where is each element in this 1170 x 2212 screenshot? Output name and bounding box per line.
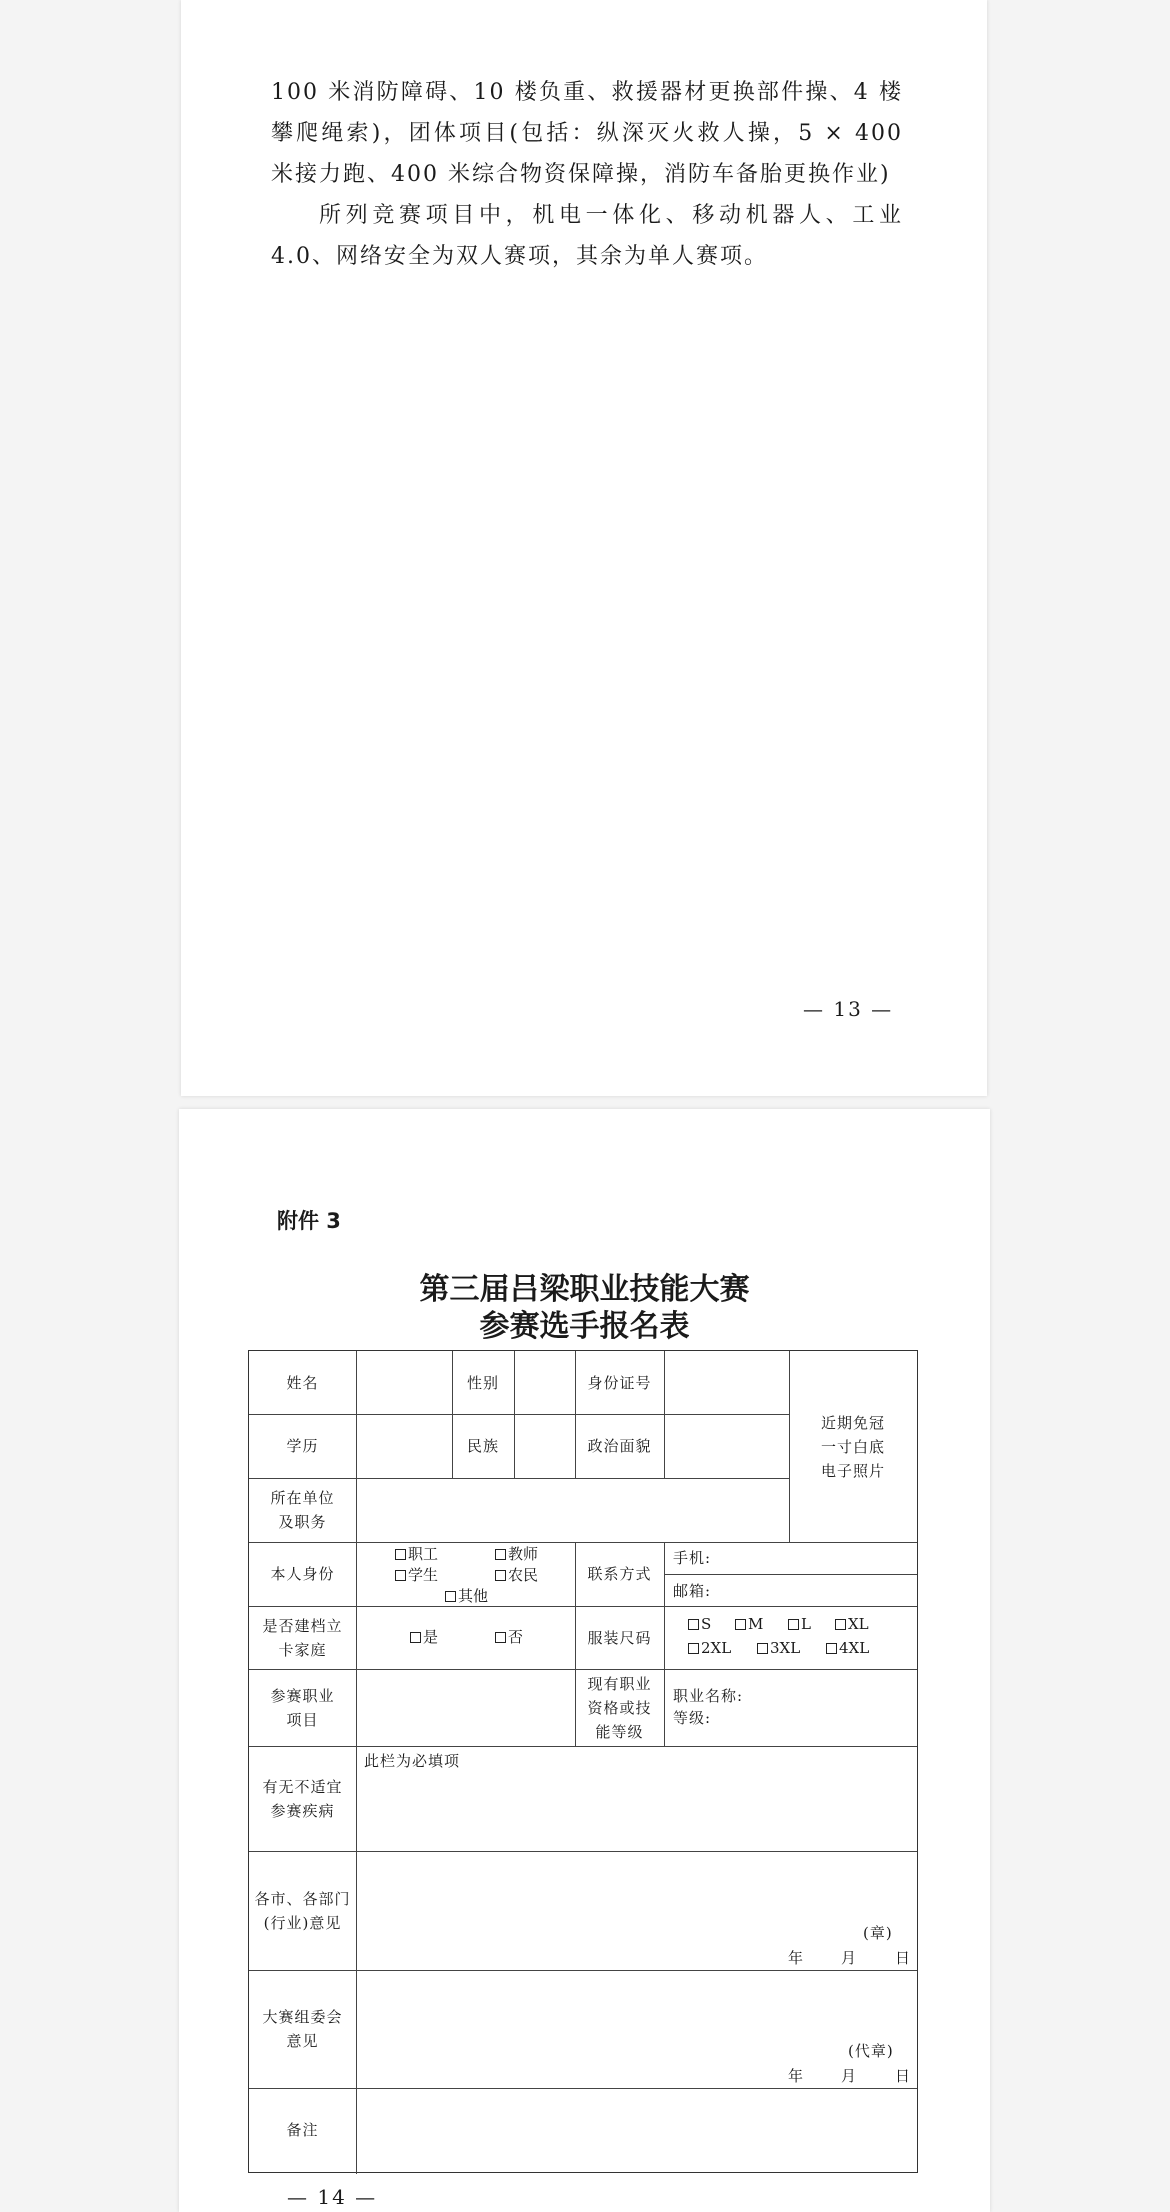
- label-employer-2: 及职务: [278, 1513, 327, 1531]
- document-page-13: [181, 0, 987, 1096]
- checkbox-icon: [410, 1632, 421, 1643]
- checkbox-icon: [735, 1619, 746, 1630]
- label-contact: 联系方式: [587, 1565, 652, 1583]
- paragraph-events: 100 米消防障碍、10 楼负重、救援器材更换部件操、4 楼攀爬绳索)，团体项目(包括：纵深灭火救人操，5 × 400 米接力跑、400 米综合物资保障操，消防车备胎更换作业): [271, 80, 903, 187]
- option-worker[interactable]: 职工: [395, 1543, 438, 1565]
- label-department-opinion: [249, 1851, 356, 1970]
- label-name: 姓名: [286, 1373, 319, 1392]
- form-title: 第三届吕梁职业技能大赛: [419, 1272, 750, 1307]
- photo-box: [789, 1351, 917, 1542]
- option-size-m[interactable]: M: [735, 1613, 763, 1635]
- option-size-3xl[interactable]: 3XL: [757, 1637, 800, 1659]
- option-size-2xl[interactable]: 2XL: [688, 1637, 731, 1659]
- label-event-1: 参赛职业: [270, 1686, 335, 1705]
- option-student[interactable]: 学生: [395, 1564, 438, 1586]
- form-subtitle: 参赛选手报名表: [479, 1309, 690, 1344]
- seal-label: (章): [863, 1924, 893, 1942]
- label-political-status: 政治面貌: [587, 1437, 652, 1455]
- date-month: 月: [841, 2067, 858, 2085]
- label-identity: 本人身份: [270, 1565, 335, 1583]
- label-qual-3: 能等级: [595, 1722, 644, 1741]
- page-number: — 13 —: [803, 997, 894, 1021]
- label-illness-1: 有无不适宜: [262, 1777, 343, 1796]
- date-year: 年: [788, 2067, 805, 2085]
- option-size-4xl[interactable]: 4XL: [826, 1637, 869, 1659]
- label-id-number: 身份证号: [587, 1373, 652, 1392]
- option-teacher[interactable]: 教师: [495, 1543, 538, 1565]
- label-employer: [249, 1478, 356, 1542]
- checkbox-icon: [688, 1619, 699, 1630]
- date-day: 日: [895, 2067, 912, 2085]
- checkbox-icon: [757, 1643, 768, 1654]
- checkbox-icon: [826, 1643, 837, 1654]
- label-phone: 手机:: [673, 1549, 712, 1567]
- checkbox-icon: [395, 1549, 406, 1560]
- label-illness: [249, 1746, 356, 1851]
- option-no[interactable]: 否: [495, 1626, 523, 1648]
- option-size-s[interactable]: S: [688, 1613, 711, 1635]
- checkbox-icon: [835, 1619, 846, 1630]
- label-poverty-household: [249, 1606, 356, 1669]
- checkbox-icon: [495, 1549, 506, 1560]
- photo-note-2: 一寸白底: [820, 1437, 885, 1456]
- label-poverty-2: 卡家庭: [278, 1640, 327, 1659]
- date-day: 日: [895, 1949, 912, 1967]
- label-email: 邮箱:: [673, 1582, 712, 1600]
- checkbox-icon: [788, 1619, 799, 1630]
- checkbox-icon: [445, 1591, 456, 1602]
- label-poverty-1: 是否建档立: [262, 1616, 343, 1635]
- checkbox-icon: [495, 1632, 506, 1643]
- photo-note-3: 电子照片: [820, 1461, 885, 1480]
- option-yes[interactable]: 是: [410, 1626, 438, 1648]
- attachment-label: 附件 3: [277, 1209, 341, 1233]
- option-other[interactable]: 其他: [445, 1585, 488, 1607]
- label-illness-2: 参赛疾病: [270, 1801, 335, 1820]
- label-ethnicity: 民族: [466, 1437, 499, 1455]
- checkbox-icon: [688, 1643, 699, 1654]
- label-dept-2: (行业)意见: [263, 1913, 342, 1932]
- document-page-14: [179, 1109, 990, 2212]
- registration-form: [248, 1350, 918, 2173]
- label-level: 等级:: [673, 1709, 712, 1727]
- page-body: [271, 72, 903, 277]
- label-committee-1: 大赛组委会: [262, 2008, 343, 2026]
- label-clothing-size: 服装尺码: [587, 1628, 652, 1647]
- label-dept-1: 各市、各部门: [254, 1889, 351, 1908]
- label-qual-2: 资格或技: [587, 1698, 652, 1717]
- option-size-xl[interactable]: XL: [835, 1613, 869, 1635]
- label-competition-event: [249, 1669, 356, 1746]
- checkbox-icon: [495, 1570, 506, 1581]
- paragraph-pair-events: 所列竞赛项目中，机电一体化、移动机器人、工业 4.0、网络安全为双人赛项，其余为单人赛项。: [271, 203, 903, 269]
- label-employer-1: 所在单位: [270, 1489, 335, 1507]
- date-month: 月: [841, 1949, 858, 1967]
- label-committee-opinion: [249, 1970, 356, 2088]
- option-size-l[interactable]: L: [788, 1613, 811, 1635]
- page-number: — 14 —: [287, 2185, 378, 2209]
- photo-note-1: 近期免冠: [820, 1413, 885, 1432]
- label-event-2: 项目: [286, 1710, 319, 1729]
- label-committee-2: 意见: [286, 2032, 319, 2050]
- required-note: 此栏为必填项: [364, 1752, 461, 1770]
- label-gender: 性别: [466, 1373, 499, 1392]
- label-remarks: 备注: [286, 2121, 319, 2139]
- label-occupation-name: 职业名称:: [673, 1687, 744, 1705]
- date-year: 年: [788, 1949, 805, 1967]
- label-qualification: [575, 1669, 664, 1746]
- label-qual-1: 现有职业: [587, 1674, 652, 1693]
- checkbox-icon: [395, 1570, 406, 1581]
- option-farmer[interactable]: 农民: [495, 1564, 538, 1586]
- seal-proxy-label: (代章): [848, 2042, 894, 2060]
- label-education: 学历: [286, 1437, 319, 1455]
